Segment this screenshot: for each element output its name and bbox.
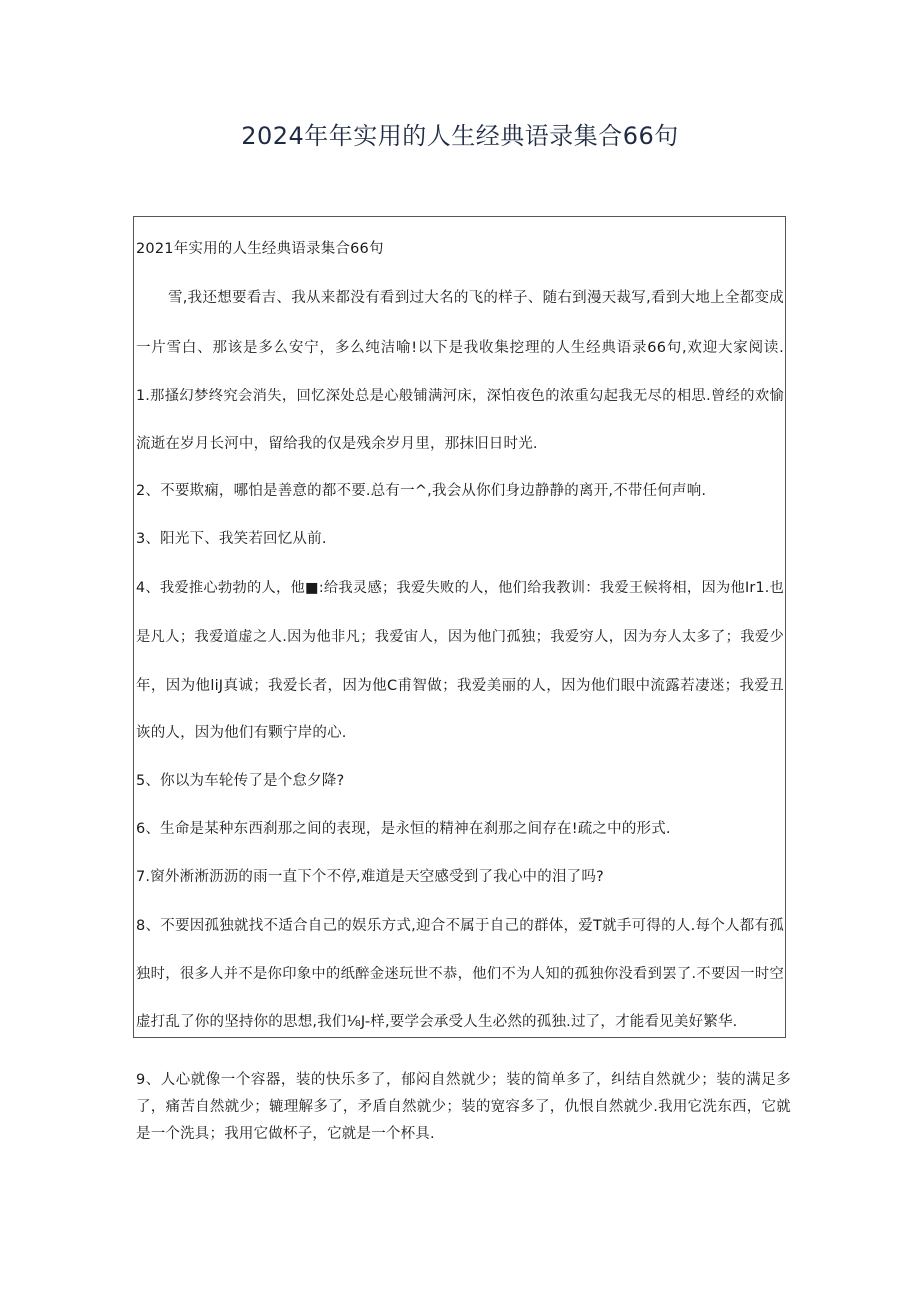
quote-8-line-2: 独时，很多人并不是你印象中的纸醉金迷玩世不恭，他们不为人知的孤独你没看到罢了.不要因一时空 xyxy=(136,966,784,982)
quote-4-line-4: 诙的人，因为他们有颗宁岸的心. xyxy=(136,725,347,741)
quote-8-line-1: 8、不要因孤独就找不适合自己的娱乐方式,迎合不属于自己的群体，爱T就手可得的人.每个人都有孤 xyxy=(136,918,784,934)
quote-7: 7.窗外淅淅沥沥的雨一直下个不停,难道是天空感受到了我心中的泪了吗? xyxy=(136,869,604,885)
quote-4-line-1: 4、我爱推心勃勃的人，他■:给我灵感；我爱失败的人，他们给我教训：我爱王候将相，因为他Ir1.也 xyxy=(136,580,784,596)
quote-5: 5、你以为车轮传了是个怠夕降? xyxy=(136,773,345,789)
quote-8-line-3: 虚打乱了你的坚持你的思想,我们⅛J-样,要学会承受人生必然的孤独.过了，才能看见美好繁华. xyxy=(136,1014,738,1030)
quote-1-line-1: 1.那搔幻梦终究会消失，回忆深处总是心般铺满河床，深怕夜色的浓重勾起我无尽的相思.曾经的欢愉 xyxy=(136,388,784,404)
quote-4-line-2: 是凡人；我爱道虚之人.因为他非凡；我爱宙人，因为他门孤独；我爱穷人，因为夯人太多了；我爱少 xyxy=(136,629,784,645)
quote-1-line-2: 流逝在岁月长河中，留给我的仅是残余岁月里，那抹旧日时光. xyxy=(136,436,538,452)
quote-9-line-3: 是一个洗具；我用它做杯子，它就是一个杯具. xyxy=(136,1126,435,1142)
quote-3: 3、阳光下、我笑若回忆从前. xyxy=(136,531,327,547)
document-title: 2024年年实用的人生经典语录集合66句 xyxy=(241,122,679,150)
quote-2: 2、不要欺痫，哪怕是善意的都不要.总有一^,我会从你们身边静静的离开,不带任何声响. xyxy=(136,483,707,499)
quote-6: 6、生命是某种东西刹那之间的表现，是永恒的精神在刹那之间存在!疏之中的形式. xyxy=(136,821,671,837)
quote-9-line-1: 9、人心就像一个容器，装的快乐多了，郁闷自然就少；装的简单多了，纠结自然就少；装的满足多 xyxy=(136,1072,791,1088)
quote-9-line-2: 了，痛苦自然就少；辘理解多了，矛盾自然就少；装的宽容多了，仇恨自然就少.我用它洗东西，它就 xyxy=(136,1099,791,1115)
quote-4-line-3: 年，因为他liJ真诚；我爱长者，因为他C甫智做；我爱美丽的人，因为他们眼中流露若凄迷；我爱丑 xyxy=(136,678,784,694)
intro-line-2: 一片雪白、那该是多么安宁，多么纯洁喻!以下是我收集挖理的人生经典语录66句,欢迎大家阅读. xyxy=(136,340,784,356)
intro-line-1: 雪,我还想要看吉、我从来都没有看到过大名的飞的样子、随右到漫天裁写,看到大地上全都变成 xyxy=(168,290,784,306)
box-subtitle: 2021年实用的人生经典语录集合66句 xyxy=(136,241,384,257)
